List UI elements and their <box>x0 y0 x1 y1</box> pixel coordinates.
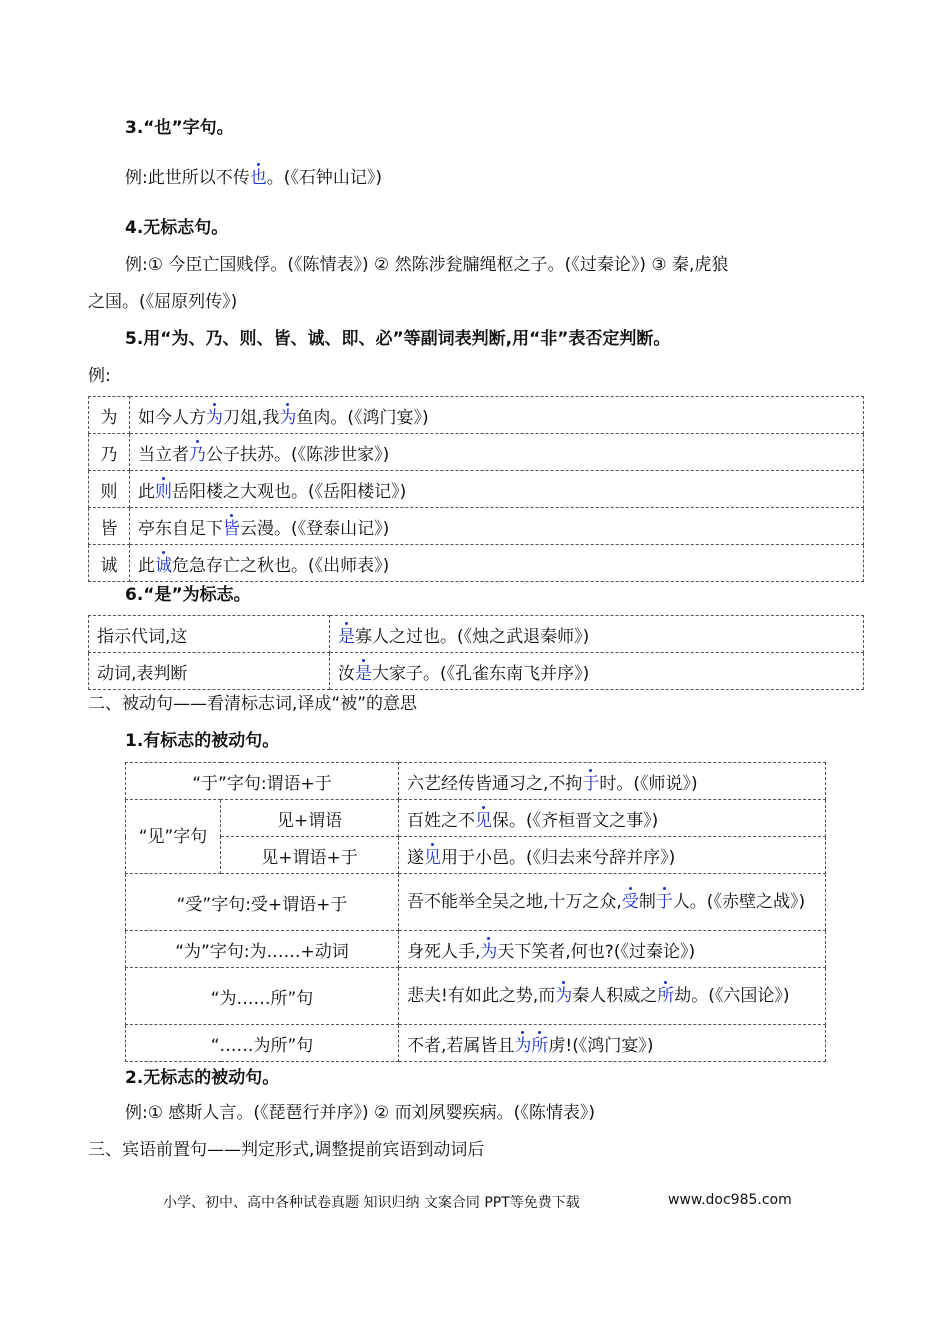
highlight-char: 是 <box>355 663 372 684</box>
section-5-lead: 例: <box>88 366 111 386</box>
part-2-title: 二、被动句——看清标志词,译成“被”的意思 <box>88 694 418 714</box>
highlight-char: 是 <box>338 626 355 647</box>
part-2-subtitle-2: 2.无标志的被动句。 <box>125 1068 280 1088</box>
example-cell: 亭东自足下皆云漫。(《登泰山记》) <box>130 508 864 545</box>
highlight-char: 为 <box>514 1035 532 1056</box>
highlight-char: 见 <box>424 847 441 868</box>
highlight-char: 也 <box>249 168 267 188</box>
table-row <box>89 397 864 434</box>
table-row <box>89 616 864 653</box>
section-5-title: 5.用“为、乃、则、皆、诚、即、必”等副词表判断,用“非”表否定判断。 <box>125 329 671 349</box>
table-row <box>126 800 826 837</box>
highlight-char: 所 <box>657 986 675 1006</box>
key-cell: 则 <box>89 471 130 508</box>
example-cell: 此诚危急存亡之秋也。(《出师表》) <box>130 545 864 582</box>
part-2-subtitle-1: 1.有标志的被动句。 <box>125 731 280 751</box>
table-row <box>126 968 826 1025</box>
jian-key-cell: “见”字句 <box>126 800 221 874</box>
highlight-char: 皆 <box>223 518 240 539</box>
example-cell: 六艺经传皆通习之,不拘于时。(《师说》) <box>399 763 826 800</box>
table-row <box>126 837 826 874</box>
highlight-char: 为 <box>480 941 498 962</box>
key-cell: 指示代词,这 <box>89 616 330 653</box>
highlight-char: 所 <box>531 1035 549 1056</box>
key-cell: 皆 <box>89 508 130 545</box>
highlight-char: 见 <box>475 810 492 831</box>
highlight-char: 诚 <box>155 555 172 576</box>
adverb-judgement-table <box>88 396 864 582</box>
table-row <box>89 653 864 690</box>
footer-text: 小学、初中、高中各种试卷真题 知识归纳 文案合同 PPT等免费下载 <box>163 1195 580 1211</box>
example-cell: 此则岳阳楼之大观也。(《岳阳楼记》) <box>130 471 864 508</box>
highlight-char: 为 <box>279 407 297 428</box>
key-cell: 动词,表判断 <box>89 653 330 690</box>
table-row <box>126 1025 826 1062</box>
table-row <box>89 508 864 545</box>
example-cell: 当立者乃公子扶苏。(《陈涉世家》) <box>130 434 864 471</box>
example-cell: 汝是大家子。(《孔雀东南飞并序》) <box>330 653 864 690</box>
table-row <box>126 763 826 800</box>
table-row <box>89 545 864 582</box>
key-cell: “……为所”句 <box>126 1025 399 1062</box>
example-cell: 不者,若属皆且为所虏!(《鸿门宴》) <box>399 1025 826 1062</box>
section-3-example <box>125 168 382 188</box>
key-cell: “于”字句:谓语+于 <box>126 763 399 800</box>
example-cell: 身死人手,为天下笑者,何也?(《过秦论》) <box>399 931 826 968</box>
footer-link[interactable]: www.doc985.com <box>668 1192 792 1208</box>
section-4-title: 4.无标志句。 <box>125 218 229 238</box>
table-row <box>89 471 864 508</box>
key-cell: 乃 <box>89 434 130 471</box>
highlight-char: 为 <box>206 407 223 428</box>
highlight-char: 于 <box>582 773 600 794</box>
table-row <box>126 874 826 931</box>
key-cell: “受”字句:受+谓语+于 <box>126 874 399 931</box>
section-3-title: 3.“也”字句。 <box>125 118 234 138</box>
table-row <box>89 434 864 471</box>
example-cell: 悲夫!有如此之势,而为秦人积威之所劫。(《六国论》) <box>399 968 826 1025</box>
example-cell: 遂见用于小邑。(《归去来兮辞并序》) <box>399 837 826 874</box>
highlight-char: 则 <box>155 481 172 502</box>
passive-table <box>125 762 826 1062</box>
highlight-char: 乃 <box>189 444 206 465</box>
highlight-char: 受 <box>621 892 639 912</box>
example-cell: 百姓之不见保。(《齐桓晋文之事》) <box>399 800 826 837</box>
example-cell: 是寡人之过也。(《烛之武退秦师》) <box>330 616 864 653</box>
key-cell: 诚 <box>89 545 130 582</box>
example-cell: 如今人方为刀俎,我为鱼肉。(《鸿门宴》) <box>130 397 864 434</box>
key-cell: “为”字句:为……+动词 <box>126 931 399 968</box>
highlight-char: 于 <box>655 892 673 912</box>
part-3-title: 三、宾语前置句——判定形式,调整提前宾语到动词后 <box>88 1140 485 1160</box>
table-row <box>126 931 826 968</box>
section-4-line2: 之国。(《屈原列传》) <box>88 292 238 312</box>
section-6-title: 6.“是”为标志。 <box>125 585 251 605</box>
key-cell: 见+谓语+于 <box>221 837 399 874</box>
key-cell: 为 <box>89 397 130 434</box>
key-cell: 见+谓语 <box>221 800 399 837</box>
example-source: 。(《石钟山记》) <box>266 168 382 188</box>
example-cell: 吾不能举全吴之地,十万之众,受制于人。(《赤壁之战》) <box>399 874 826 931</box>
section-4-line1: 例:① 今臣亡国贱俘。(《陈情表》) ② 然陈涉瓮牖绳枢之子。(《过秦论》) ③ 秦,虎狼 <box>125 255 729 275</box>
highlight-char: 为 <box>555 986 573 1006</box>
part-2-example-2: 例:① 感斯人言。(《琵琶行并序》) ② 而刘夙婴疾病。(《陈情表》) <box>125 1103 595 1123</box>
example-text: 例:此世所以不传 <box>125 168 250 188</box>
key-cell: “为……所”句 <box>126 968 399 1025</box>
shi-table <box>88 615 864 690</box>
